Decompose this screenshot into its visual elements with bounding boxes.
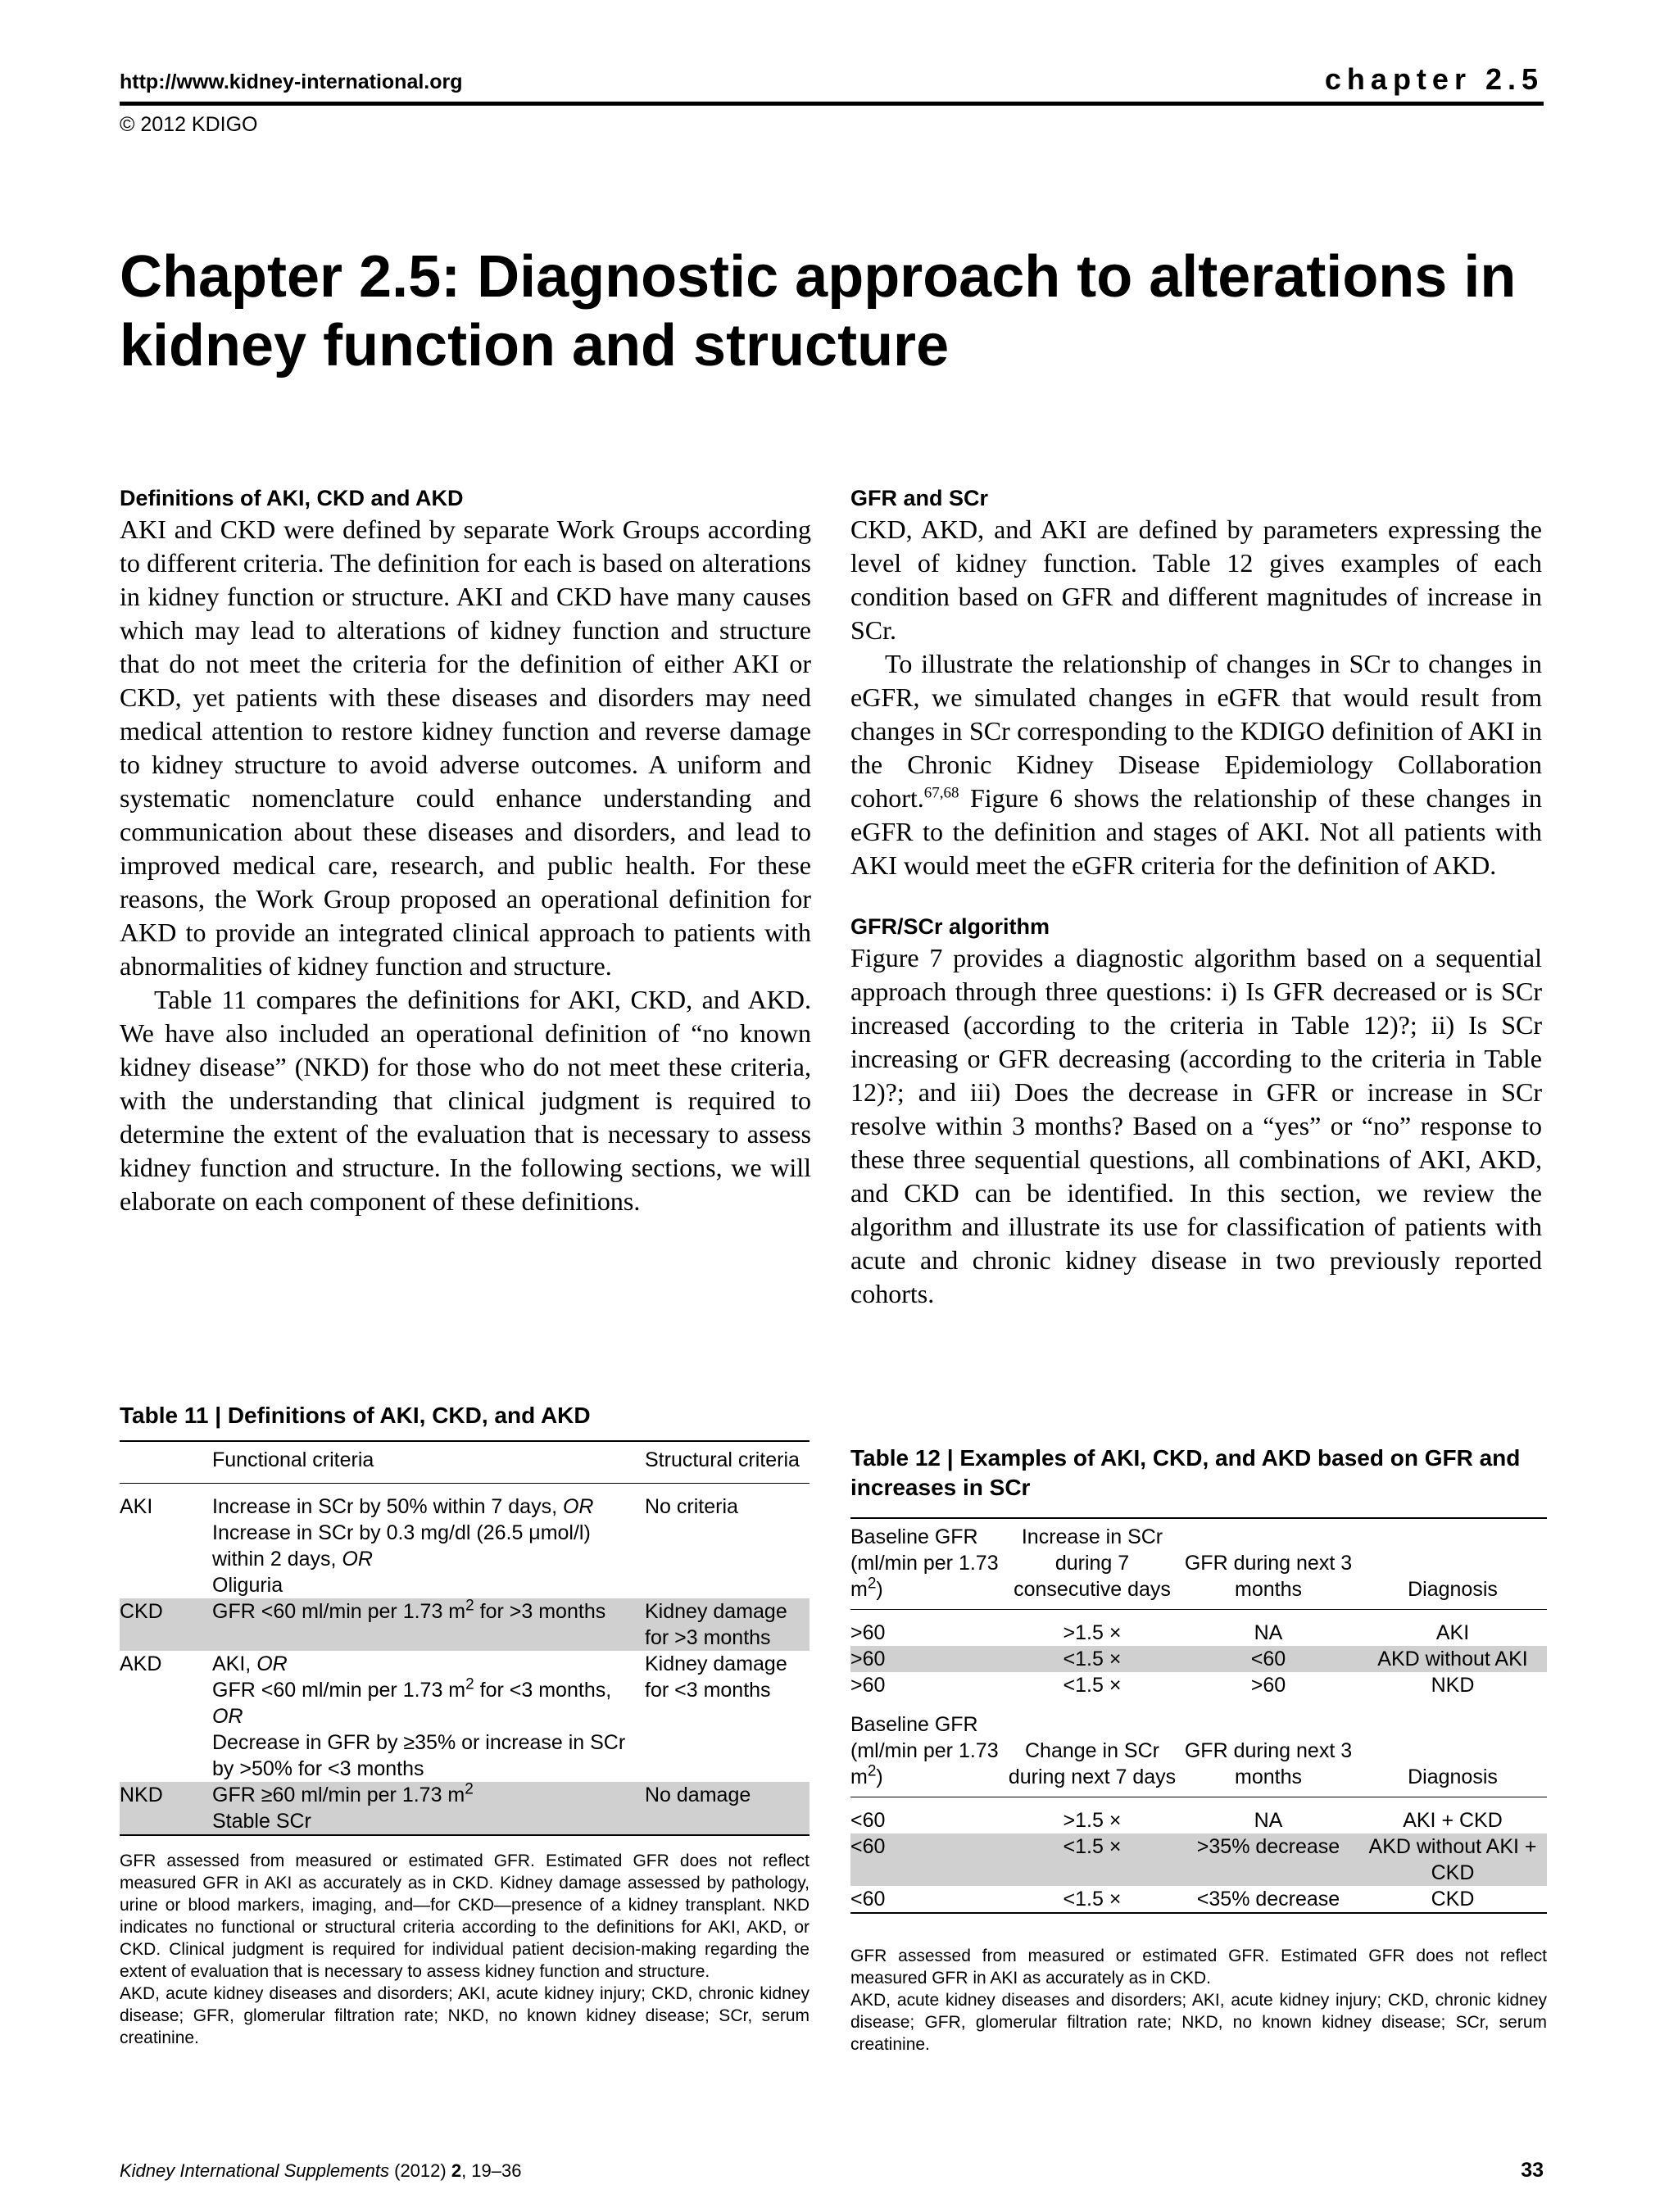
table-11-abbreviations: AKD, acute kidney diseases and disorders; AKI, acute kidney injury; CKD, chronic kidney disease; GFR, glomerular filtration rate; NKD, no known kidney disease; SCr, serum creatinine. [120,1984,810,2047]
criteria-text: GFR <60 ml/min per 1.73 m [212,1679,466,1702]
section-heading-gfr-scr: GFR and SCr [850,486,989,510]
table-row [850,1886,1547,1913]
cell-diagnosis: AKI [1435,1621,1470,1644]
criteria-text: Oliguria [212,1574,283,1597]
row-label: AKD [120,1652,162,1675]
cell-change: <1.5 × [1063,1674,1122,1697]
paragraph-definitions-1: AKI and CKD were defined by separate Work Groups according to different criteria. The definition for each is based on alterations in kidney function or structure. AKI and CKD have many causes which may lead to alterations of kidney function and structure that do not meet the criteria for the definition of either AKI or CKD, yet patients with these diseases and disorders may need medical attention to restore kidney function and reverse damage to kidney structure to avoid adverse outcomes. A uniform and systematic nomenclature could enhance understanding and communication about these diseases and disorders, and lead to improved medical care, research, and public health. For these reasons, the Work Group proposed an operational definition for AKD to provide an integrated clinical approach to patients with abnormalities of kidney function and structure. [120,514,811,981]
header-text: Baseline GFR (ml/min per 1.73 m [850,1713,999,1788]
cell-change: >1.5 × [1063,1621,1122,1644]
journal-url[interactable]: http://www.kidney-international.org [120,70,463,93]
table-11-row-ckd [120,1598,810,1651]
paragraph-gfr-scr-2-part-a: To illustrate the relationship of changes in SCr to changes in eGFR, we simulated changes in eGFR that would result from changes in SCr corresponding to the KDIGO definition of AKI in the Chronic Kidney Disease Epidemiology Collaboration cohort. [850,649,1542,813]
cell-gfr: >60 [1250,1674,1286,1697]
table-11-caption: Table 11 | Definitions of AKI, CKD, and AKD [120,1403,591,1428]
cell-diagnosis: NKD [1431,1674,1475,1697]
or-text: OR [342,1548,373,1571]
criteria-text: Decrease in GFR by ≥35% or increase in SCr by >50% for <3 months [212,1731,626,1780]
table-11-col-structural: Structural criteria [645,1441,810,1484]
paragraph-definitions-2: Table 11 compares the definitions for AKI, CKD, and AKD. We have also included an operational definition of “no known kidney disease” (NKD) for those who do not meet these criteria, with the understanding that clinical judgment is required to determine the extent of the evaluation that is necessary to assess kidney function and structure. In the following sections, we will elaborate on each component of these definitions. [120,985,811,1216]
cell-gfr: NA [1254,1621,1283,1644]
cell-baseline: >60 [850,1674,886,1697]
table-12-abbreviations: AKD, acute kidney diseases and disorders; AKI, acute kidney injury; CKD, chronic kidney disease; GFR, glomerular filtration rate; NKD, no known kidney disease; SCr, serum creatinine. [850,1991,1547,2054]
paragraph-gfr-scr-1: CKD, AKD, and AKI are defined by parameters expressing the level of kidney function. Table 12 gives examples of each condition based on GFR and different magnitudes of increase in SCr. [850,514,1542,645]
cell-diagnosis: AKD without AKI [1358,1646,1547,1672]
citation-pages: , 19–36 [461,2160,522,2181]
journal-citation [120,2160,521,2182]
criteria-text: Stable SCr [212,1810,311,1833]
table-11-col-blank [120,1441,212,1484]
col-gfr-next: GFR during next 3 months [1178,1698,1358,1797]
journal-name: Kidney International Supplements [120,2160,389,2181]
paragraph-gfr-scr-2 [850,647,1542,882]
functional-criteria [212,1651,645,1782]
table-11 [120,1440,810,1836]
functional-criteria [212,1782,645,1835]
paragraph-algorithm: Figure 7 provides a diagnostic algorithm based on a sequential approach through three questions: i) Is GFR decreased or is SCr increased (according to the criteria in Table 12)?; ii) Is SCr increasing or GFR decreasing (according to the criteria in Table 12)?; and iii) Does the decrease in GFR or increase in SCr resolve within 3 months? Based on a “yes” or “no” response to these three sequential questions, all combinations of AKI, AKD, and CKD can be identified. In this section, we review the algorithm and illustrate its use for classification of patients with acute and chronic kidney disease in two previously reported cohorts. [850,943,1542,1308]
table-row [850,1646,1547,1672]
col-baseline-gfr [850,1518,1006,1610]
cell-gfr: <60 [1178,1646,1358,1672]
col-diagnosis: Diagnosis [1358,1518,1547,1610]
superscript: 2 [465,1675,474,1693]
table-12-header-row-1 [850,1518,1547,1610]
criteria-text: Increase in SCr by 50% within 7 days, [212,1495,563,1518]
table-row [850,1834,1547,1886]
table-11-header-row [120,1441,810,1484]
col-baseline-gfr [850,1698,1006,1797]
table-row [850,1797,1547,1834]
cell-baseline: <60 [850,1834,1006,1886]
table-12-caption: Table 12 | Examples of AKI, CKD, and AKD based on GFR and increases in SCr [850,1445,1521,1500]
section-heading-definitions: Definitions of AKI, CKD and AKD [120,486,464,510]
col-change-scr: Change in SCr during next 7 days [1006,1698,1178,1797]
criteria-text: Increase in SCr by 0.3 mg/dl (26.5 μmol/l) within 2 days, [212,1521,591,1571]
left-column [120,483,811,1218]
chapter-label: chapter 2.5 [1324,62,1544,96]
paragraph-gfr-scr-2-part-b: Figure 6 shows the relationship of these changes in eGFR to the definition and stages of AKI. Not all patients with AKI would meet the eGFR criteria for the definition of AKD. [850,783,1542,880]
superscript: 2 [867,1762,877,1780]
table-11-footnotes [120,1850,810,2049]
table-row [850,1610,1547,1647]
page-number: 33 [1521,2159,1544,2182]
chapter-title: Chapter 2.5: Diagnostic approach to alterations in kidney function and structure [120,244,1517,378]
header-text: ) [876,1766,883,1788]
functional-criteria [212,1598,645,1651]
cell-change: >1.5 × [1063,1809,1122,1832]
criteria-text: for <3 months, [474,1679,612,1702]
row-label: NKD [120,1782,212,1835]
or-text: OR [562,1495,594,1518]
cell-baseline: <60 [850,1809,886,1832]
cell-change: <1.5 × [1006,1834,1178,1886]
cell-diagnosis: CKD [1431,1888,1475,1911]
structural-criteria: Kidney damage for <3 months [645,1652,787,1702]
table-12-note: GFR assessed from measured or estimated GFR. Estimated GFR does not reflect measured GFR in AKI as accurately as in CKD. [850,1947,1547,1988]
table-12-header-row-2 [850,1698,1547,1797]
citation-year: (2012) [389,2160,451,2181]
row-label: AKI [120,1495,153,1518]
col-diagnosis: Diagnosis [1358,1698,1547,1797]
criteria-text: for >3 months [474,1600,606,1623]
header-rule [120,102,1544,106]
table-row [850,1672,1547,1698]
criteria-text: GFR ≥60 ml/min per 1.73 m [212,1784,465,1806]
cell-change: <1.5 × [1063,1888,1122,1911]
cell-baseline: <60 [850,1888,886,1911]
cell-change: <1.5 × [1006,1646,1178,1672]
table-11-row-akd [120,1651,810,1782]
superscript: 2 [867,1575,877,1593]
table-11-row-aki [120,1484,810,1599]
row-label: CKD [120,1598,212,1651]
reference-superscript[interactable]: 67,68 [923,784,959,802]
col-gfr-next: GFR during next 3 months [1178,1518,1358,1610]
structural-criteria: No damage [645,1782,810,1835]
header-text: ) [876,1578,883,1601]
criteria-text: AKI, [212,1652,257,1675]
cell-gfr: >35% decrease [1178,1834,1358,1886]
functional-criteria [212,1484,645,1599]
structural-criteria: Kidney damage for >3 months [645,1598,810,1651]
cell-diagnosis: AKD without AKI + CKD [1358,1834,1547,1886]
structural-criteria: No criteria [645,1495,738,1518]
or-text: OR [212,1705,243,1728]
or-text: OR [256,1652,288,1675]
criteria-text: GFR <60 ml/min per 1.73 m [212,1600,466,1623]
right-column [850,483,1542,1311]
cell-baseline: >60 [850,1646,1006,1672]
cell-gfr: <35% decrease [1196,1888,1340,1911]
cell-baseline: >60 [850,1621,886,1644]
table-12 [850,1517,1547,1914]
copyright-notice: © 2012 KDIGO [120,113,258,136]
col-increase-scr: Increase in SCr during 7 consecutive days [1006,1518,1178,1610]
cell-diagnosis: AKI + CKD [1403,1809,1503,1832]
table-11-row-nkd [120,1782,810,1835]
section-heading-algorithm: GFR/SCr algorithm [850,914,1050,939]
table-11-col-functional: Functional criteria [212,1441,645,1484]
superscript: 2 [465,1597,474,1615]
table-12-footnotes [850,1945,1547,2056]
citation-volume: 2 [451,2160,462,2181]
table-11-note: GFR assessed from measured or estimated GFR. Estimated GFR does not reflect measured GFR in AKI as accurately as in CKD. Kidney damage assessed by pathology, urine or blood markers, imaging, and—for CKD—presence of a kidney transplant. NKD indicates no functional or structural criteria according to the definitions for AKI, AKD, or CKD. Clinical judgment is required for individual patient decision-making regarding the extent of evaluation that is necessary to assess kidney function and structure. [120,1852,810,1981]
cell-gfr: NA [1254,1809,1283,1832]
superscript: 2 [465,1780,474,1798]
header-text: Baseline GFR (ml/min per 1.73 m [850,1525,999,1601]
